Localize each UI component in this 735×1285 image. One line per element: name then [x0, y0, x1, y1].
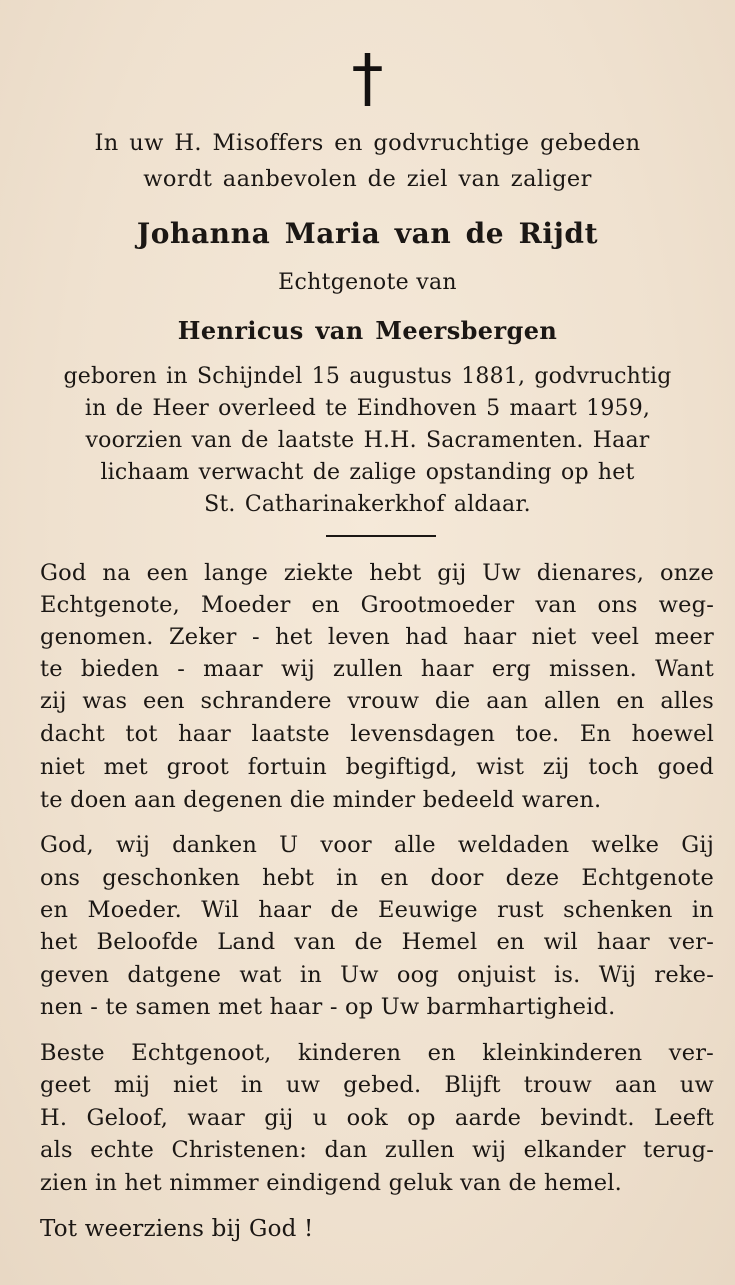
cross-icon: †: [351, 42, 384, 116]
birth-death-line-4: lichaam verwacht de zalige opstanding op het: [100, 460, 635, 485]
deceased-name: Johanna Maria van de Rijdt: [136, 217, 599, 250]
paragraph1-line-7: niet met groot fortuin begiftigd, wist zij toch goed: [40, 754, 714, 780]
closing-line: Tot weerziens bij God !: [40, 1216, 314, 1242]
paragraph1-line-1: God na een lange ziekte hebt gij Uw dienares, onze: [40, 560, 714, 586]
paragraph3-line-2: geet mij niet in uw gebed. Blijft trouw aan uw: [40, 1072, 714, 1098]
intro-line-1: In uw H. Misoffers en godvruchtige gebeden: [94, 130, 641, 156]
paragraph3-line-3: H. Geloof, waar gij u ook op aarde bevindt. Leeft: [40, 1105, 714, 1131]
paragraph3-line-5: zien in het nimmer eindigend geluk van de hemel.: [40, 1170, 623, 1196]
paragraph2-line-2: ons geschonken hebt in en door deze Echtgenote: [40, 865, 714, 891]
paragraph1-line-3: genomen. Zeker - het leven had haar niet veel meer: [40, 624, 714, 650]
paragraph2-line-3: en Moeder. Wil haar de Eeuwige rust schenken in: [40, 897, 714, 923]
paragraph2-line-4: het Beloofde Land van de Hemel en wil haar ver-: [40, 929, 714, 955]
paragraph1-line-6: dacht tot haar laatste levensdagen toe. En hoewel: [40, 721, 714, 747]
spouse-intro: Echtgenote van: [278, 270, 457, 295]
paragraph3-line-1: Beste Echtgenoot, kinderen en kleinkinderen ver-: [40, 1040, 714, 1066]
paragraph1-line-5: zij was een schrandere vrouw die aan allen en alles: [40, 688, 714, 714]
paragraph1-line-4: te bieden - maar wij zullen haar erg missen. Want: [40, 656, 714, 682]
birth-death-line-1: geboren in Schijndel 15 augustus 1881, godvruchtig: [63, 364, 672, 389]
paragraph2-line-5: geven datgene wat in Uw oog onjuist is. Wij reke-: [40, 962, 714, 988]
paragraph1-line-8: te doen aan degenen die minder bedeeld waren.: [40, 787, 602, 813]
birth-death-line-2: in de Heer overleed te Eindhoven 5 maart 1959,: [84, 396, 651, 421]
paragraph3-line-4: als echte Christenen: dan zullen wij elkander terug-: [40, 1137, 714, 1163]
divider-line: [326, 535, 436, 537]
paragraph2-line-6: nen - te samen met haar - op Uw barmhartigheid.: [40, 994, 616, 1020]
paragraph2-line-1: God, wij danken U voor alle weldaden welke Gij: [40, 832, 714, 858]
spouse-name: Henricus van Meersbergen: [177, 316, 558, 345]
intro-line-2: wordt aanbevolen de ziel van zaliger: [143, 166, 592, 192]
birth-death-line-3: voorzien van de laatste H.H. Sacramenten. Haar: [85, 428, 650, 453]
birth-death-line-5: St. Catharinakerkhof aldaar.: [204, 492, 531, 517]
paragraph1-line-2: Echtgenote, Moeder en Grootmoeder van ons weg-: [40, 592, 714, 618]
